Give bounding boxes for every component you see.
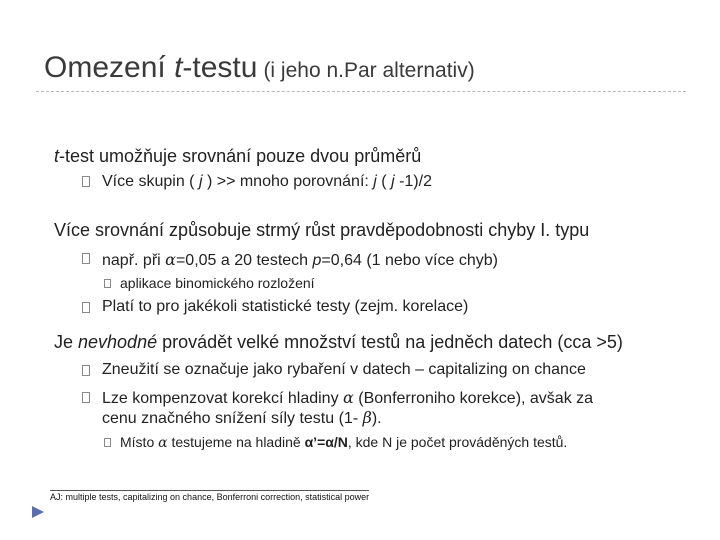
bullet-box-icon xyxy=(82,392,90,403)
var-j: j xyxy=(391,173,395,190)
slide-nav-icon[interactable] xyxy=(30,505,46,519)
text: Je xyxy=(54,332,79,352)
bullet-l2-fishing: Zneužití se označuje jako rybaření v datech – capitalizing on chance xyxy=(102,361,586,378)
bullet-l3-instead xyxy=(120,434,567,451)
text: -1)/2 xyxy=(394,173,432,190)
text: Lze kompenzovat korekcí hladiny xyxy=(102,390,344,407)
bullet-box-icon xyxy=(82,253,90,264)
text: Místo xyxy=(120,434,159,450)
text: =0,05 a 20 testech xyxy=(175,252,313,269)
text: cenu značného snížení síly testu (1- xyxy=(102,410,363,427)
beta-symbol: β xyxy=(362,408,372,427)
bullet-l3-binomial: aplikace binomického rozložení xyxy=(120,275,315,291)
title-t: t xyxy=(174,51,183,84)
title-divider xyxy=(36,91,686,92)
bullet-l1-ttest xyxy=(54,146,421,167)
italic-word: nevhodné xyxy=(78,332,158,352)
footnote: AJ: multiple tests, capitalizing on chance, Bonferroni correction, statistical power xyxy=(50,492,370,502)
text: ). xyxy=(371,410,382,427)
alpha-symbol: α xyxy=(343,388,354,407)
bullet-box-icon xyxy=(104,279,111,288)
bullet-l2-example xyxy=(102,250,498,270)
title-suffix: -testu xyxy=(182,51,258,84)
corrected-alpha: α’=α/N xyxy=(304,434,348,450)
text: Více skupin ( xyxy=(102,173,199,190)
title-word: Omezení xyxy=(44,51,175,84)
var-p: p xyxy=(312,252,322,269)
bullet-box-icon xyxy=(82,365,90,376)
bullet-l2-bonferroni-cont xyxy=(102,408,382,428)
nav-arrow-shape xyxy=(32,506,44,518)
bullet-box-icon xyxy=(82,302,90,313)
text: , kde N je počet prováděných testů. xyxy=(347,434,568,450)
text: ) >> mnoho porovnání: xyxy=(202,173,374,190)
var-j: j xyxy=(373,173,377,190)
text: =0,64 (1 nebo více chyb) xyxy=(321,252,498,269)
bullet-box-icon xyxy=(104,438,111,447)
text: ( xyxy=(376,173,392,190)
text: -test umožňuje srovnání pouze dvou průměrů xyxy=(59,146,422,166)
text: testujeme na hladině xyxy=(167,434,305,450)
title-subtitle: (i jeho n.Par alternativ) xyxy=(263,59,475,82)
var-j: j xyxy=(198,173,203,190)
italic-t: t xyxy=(54,146,60,166)
bullet-l1-multiple-comparisons: Více srovnání způsobuje strmý růst pravděpodobnosti chyby I. typu xyxy=(54,220,590,240)
text: provádět velké množství testů na jedněch datech (cca >5) xyxy=(157,332,623,352)
bullet-box-icon xyxy=(82,176,90,187)
text: např. při xyxy=(102,252,166,269)
bullet-l2-any-test: Platí to pro jakékoli statistické testy (zejm. korelace) xyxy=(102,298,469,315)
text: (Bonferroniho korekce), avšak za xyxy=(353,390,594,407)
bullet-l2-bonferroni xyxy=(102,388,593,408)
alpha-symbol: α xyxy=(165,250,176,269)
alpha-symbol: α xyxy=(158,435,168,451)
bullet-l1-inappropriate xyxy=(54,332,623,353)
slide-title xyxy=(44,50,475,89)
bullet-l2-groups xyxy=(102,173,432,191)
